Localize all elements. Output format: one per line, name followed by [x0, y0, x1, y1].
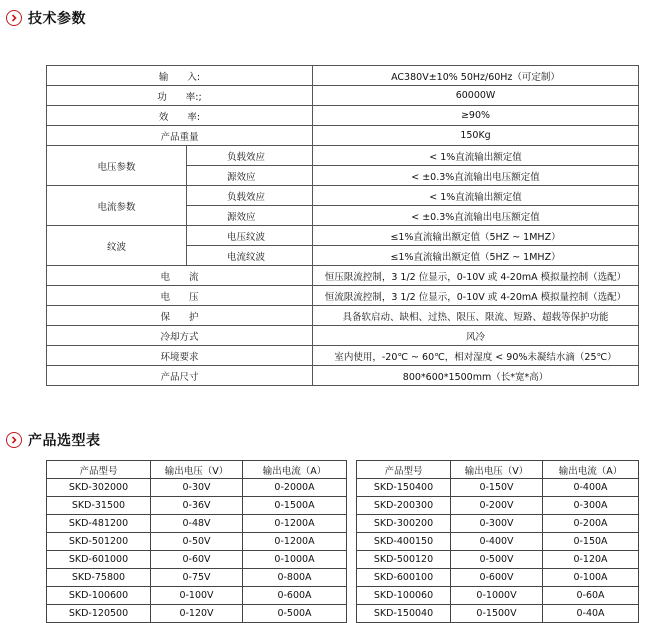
spec-label: 环境要求	[47, 346, 313, 366]
spec-value: < ±0.3%直流输出电压额定值	[313, 206, 639, 226]
table-cell: 0-36V	[151, 497, 243, 515]
spec-sublabel: 电压纹波	[187, 226, 313, 246]
table-cell: 0-300A	[543, 497, 639, 515]
table-row	[47, 146, 639, 166]
spec-label: 产品尺寸	[47, 366, 313, 386]
table-row	[47, 66, 639, 86]
table-cell: SKD-150040	[357, 605, 451, 623]
table-cell: 0-60A	[543, 587, 639, 605]
column-header: 输出电流（A）	[543, 461, 639, 479]
spec-group-label: 纹波	[47, 226, 187, 266]
table-cell: SKD-601000	[47, 551, 151, 569]
table-row	[47, 266, 639, 286]
table-cell: 0-30V	[151, 479, 243, 497]
spec-group-label: 电流参数	[47, 186, 187, 226]
spec-label: 功 率:;	[47, 86, 313, 106]
table-cell: 0-120V	[151, 605, 243, 623]
table-cell: 0-400V	[451, 533, 543, 551]
table-row	[47, 326, 639, 346]
table-cell: 0-600V	[451, 569, 543, 587]
selection-table-right	[356, 460, 639, 623]
table-row	[47, 479, 347, 497]
spec-value: 风冷	[313, 326, 639, 346]
table-row	[47, 515, 347, 533]
spec-sublabel: 电流纹波	[187, 246, 313, 266]
table-cell: 0-300V	[451, 515, 543, 533]
table-cell: 0-1200A	[243, 515, 347, 533]
table-cell: SKD-150400	[357, 479, 451, 497]
table-cell: 0-48V	[151, 515, 243, 533]
spec-label: 冷却方式	[47, 326, 313, 346]
table-cell: 0-120A	[543, 551, 639, 569]
table-row	[47, 551, 347, 569]
table-cell: SKD-302000	[47, 479, 151, 497]
table-cell: 0-600A	[243, 587, 347, 605]
table-row	[47, 569, 347, 587]
spec-value: ≤1%直流输出额定值（5HZ ~ 1MHZ）	[313, 246, 639, 266]
table-cell: 0-100A	[543, 569, 639, 587]
spec-group-label: 电压参数	[47, 146, 187, 186]
spec-label: 产品重量	[47, 126, 313, 146]
spec-value: < ±0.3%直流输出电压额定值	[313, 166, 639, 186]
table-row	[47, 226, 639, 246]
spec-value: 60000W	[313, 86, 639, 106]
table-cell: SKD-501200	[47, 533, 151, 551]
table-row	[357, 479, 639, 497]
table-row	[47, 346, 639, 366]
table-cell: 0-2000A	[243, 479, 347, 497]
table-cell: SKD-100600	[47, 587, 151, 605]
table-cell: 0-75V	[151, 569, 243, 587]
table-cell: 0-200A	[543, 515, 639, 533]
selection-section-title: 产品选型表	[28, 433, 101, 449]
table-row	[47, 286, 639, 306]
spec-value: 150Kg	[313, 126, 639, 146]
table-row	[47, 106, 639, 126]
spec-value: 恒流限流控制，3 1/2 位显示，0-10V 或 4-20mA 模拟量控制（选配）	[313, 286, 639, 306]
table-cell: SKD-75800	[47, 569, 151, 587]
spec-sublabel: 负载效应	[187, 146, 313, 166]
table-row	[47, 497, 347, 515]
column-header: 输出电压（V）	[451, 461, 543, 479]
table-row	[357, 497, 639, 515]
spec-label: 电 流	[47, 266, 313, 286]
table-cell: 0-150A	[543, 533, 639, 551]
table-cell: 0-60V	[151, 551, 243, 569]
spec-label: 输 入:	[47, 66, 313, 86]
spec-label: 保 护	[47, 306, 313, 326]
table-row	[47, 126, 639, 146]
table-cell: 0-1500V	[451, 605, 543, 623]
spec-sublabel: 源效应	[187, 206, 313, 226]
table-row	[47, 186, 639, 206]
spec-value: ≤1%直流输出额定值（5HZ ~ 1MHZ）	[313, 226, 639, 246]
table-cell: 0-400A	[543, 479, 639, 497]
table-row	[357, 569, 639, 587]
specs-table	[46, 65, 639, 386]
spec-label: 电 压	[47, 286, 313, 306]
chevron-right-circle-icon	[6, 10, 22, 26]
table-row	[47, 366, 639, 386]
table-row	[47, 533, 347, 551]
table-row	[47, 587, 347, 605]
spec-sublabel: 源效应	[187, 166, 313, 186]
column-header: 输出电流（A）	[243, 461, 347, 479]
specs-section-header	[6, 7, 86, 29]
spec-label: 效 率:	[47, 106, 313, 126]
table-cell: SKD-300200	[357, 515, 451, 533]
table-cell: SKD-500120	[357, 551, 451, 569]
table-row	[357, 533, 639, 551]
chevron-right-circle-icon	[6, 432, 22, 448]
table-cell: SKD-481200	[47, 515, 151, 533]
table-cell: SKD-100060	[357, 587, 451, 605]
spec-value: 恒压限流控制，3 1/2 位显示，0-10V 或 4-20mA 模拟量控制（选配）	[313, 266, 639, 286]
column-header: 产品型号	[47, 461, 151, 479]
spec-value: < 1%直流输出额定值	[313, 146, 639, 166]
table-row	[357, 551, 639, 569]
table-cell: 0-40A	[543, 605, 639, 623]
table-body	[47, 479, 347, 623]
spec-value: ≥90%	[313, 106, 639, 126]
spec-value: < 1%直流输出额定值	[313, 186, 639, 206]
column-header: 输出电压（V）	[151, 461, 243, 479]
spec-value: 800*600*1500mm（长*宽*高）	[313, 366, 639, 386]
specs-section-title: 技术参数	[28, 11, 86, 27]
spec-value: AC380V±10% 50Hz/60Hz（可定制）	[313, 66, 639, 86]
table-cell: SKD-120500	[47, 605, 151, 623]
table-cell: 0-150V	[451, 479, 543, 497]
table-cell: 0-100V	[151, 587, 243, 605]
table-cell: 0-500A	[243, 605, 347, 623]
selection-section-header	[6, 429, 101, 451]
spec-sublabel: 负载效应	[187, 186, 313, 206]
table-row	[47, 306, 639, 326]
table-row	[357, 587, 639, 605]
table-row	[357, 515, 639, 533]
table-header-row	[47, 461, 347, 479]
table-cell: SKD-600100	[357, 569, 451, 587]
table-cell: SKD-200300	[357, 497, 451, 515]
column-header: 产品型号	[357, 461, 451, 479]
table-cell: 0-800A	[243, 569, 347, 587]
table-header-row	[357, 461, 639, 479]
table-cell: 0-1000A	[243, 551, 347, 569]
table-cell: 0-50V	[151, 533, 243, 551]
selection-table-left	[46, 460, 347, 623]
table-body	[357, 479, 639, 623]
table-cell: SKD-400150	[357, 533, 451, 551]
table-row	[47, 86, 639, 106]
spec-value: 具备软启动、缺相、过热、限压、限流、短路、超载等保护功能	[313, 306, 639, 326]
spec-value: 室内使用，-20℃ ~ 60℃，相对湿度 < 90%未凝结水滴（25℃）	[313, 346, 639, 366]
table-cell: SKD-31500	[47, 497, 151, 515]
table-cell: 0-1000V	[451, 587, 543, 605]
table-cell: 0-1200A	[243, 533, 347, 551]
table-cell: 0-200V	[451, 497, 543, 515]
table-cell: 0-500V	[451, 551, 543, 569]
table-cell: 0-1500A	[243, 497, 347, 515]
